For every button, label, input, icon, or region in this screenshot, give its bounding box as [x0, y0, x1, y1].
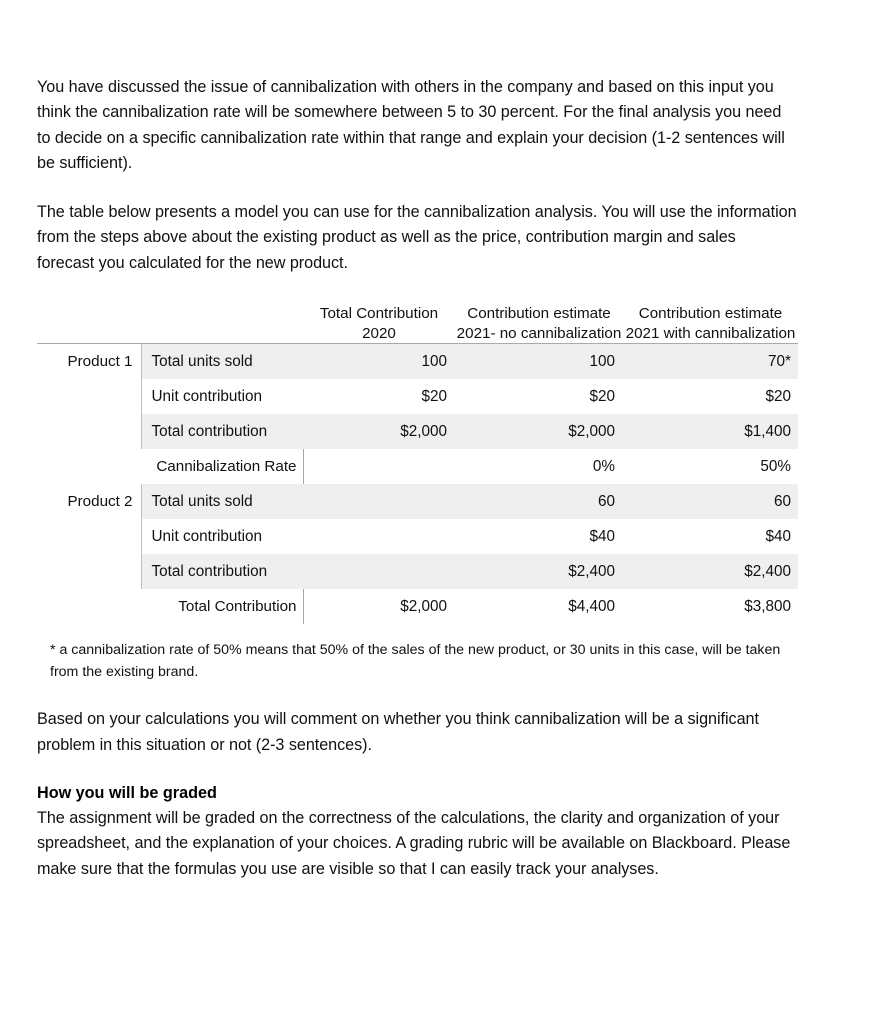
paragraph-comment-instruction: Based on your calculations you will comment on whether you think cannibalization will be a significant problem in this situation or not (2-3 sentences).: [37, 710, 759, 754]
row-value-col3: $3,800: [744, 597, 791, 615]
row-value-col3: $2,400: [623, 554, 798, 589]
row-group-label: [37, 554, 141, 589]
row-group-label: Product 2: [67, 493, 133, 511]
row-value-col2: $4,400: [568, 597, 615, 615]
row-value-col2: $20: [589, 387, 615, 405]
row-group-label: [37, 414, 141, 449]
row-value-col1: [303, 519, 455, 554]
row-value-col1: $20: [421, 387, 447, 405]
row-value-col3: 50%: [760, 457, 791, 475]
header-total-contribution-2020: Total Contribution 2020: [319, 305, 439, 342]
row-group-label: [37, 379, 141, 414]
row-value-col3: $1,400: [623, 414, 798, 449]
cannibalization-analysis-table: [37, 304, 798, 624]
header-contribution-estimate-no-cannibalization: Contribution estimate 2021- no cannibalization: [456, 305, 622, 342]
table-footnote: * a cannibalization rate of 50% means that 50% of the sales of the new product, or 30 units in this case, will be taken from the existing brand.: [50, 642, 781, 680]
paragraph-table-intro: The table below presents a model you can use for the cannibalization analysis. You will use the information from the steps above about the existing product as well as the price, contribution margin and sales forecast you calculated for the new product.: [37, 203, 797, 272]
row-value-col2: $2,400: [455, 554, 623, 589]
row-item-label: Cannibalization Rate: [141, 449, 303, 484]
table-row: [37, 379, 798, 414]
row-item-label: Total units sold: [141, 484, 303, 519]
row-item-label: Total contribution: [141, 414, 303, 449]
table-row: [37, 449, 798, 484]
row-group-label: [37, 449, 141, 484]
row-value-col3: $20: [765, 387, 791, 405]
row-value-col2: 100: [455, 344, 623, 380]
row-item-label: Total contribution: [141, 554, 303, 589]
row-value-col3: 70*: [623, 344, 798, 380]
table-header: [37, 304, 798, 344]
header-blank-product: [37, 304, 141, 344]
table-row: [37, 554, 798, 589]
spacer: [37, 758, 797, 781]
row-value-col1: $2,000: [303, 414, 455, 449]
table-row: [37, 484, 798, 519]
header-contribution-estimate-with-cannibalization: Contribution estimate 2021 with cannibalization: [625, 305, 796, 342]
row-value-col2: 0%: [592, 457, 615, 475]
table-body: [37, 344, 798, 625]
row-group-label: [37, 519, 141, 554]
header-blank-item: [141, 304, 303, 344]
table-header-row: [37, 304, 798, 344]
row-value-col1: [303, 484, 455, 519]
row-value-col1: [303, 449, 455, 484]
row-group-label: [37, 589, 141, 624]
row-value-col3: 60: [623, 484, 798, 519]
row-value-col1: $2,000: [400, 597, 447, 615]
table-row: [37, 519, 798, 554]
row-value-col2: $2,000: [455, 414, 623, 449]
spacer: [37, 276, 797, 304]
row-value-col2: $40: [589, 527, 615, 545]
document-content: [37, 75, 797, 882]
grading-section-body: The assignment will be graded on the correctness of the calculations, the clarity and organization of your spreadsheet, and the explanation of your choices. A grading rubric will be available on Blackboard. Please make sure that the formulas you use are visible so that I can easily track your analyses.: [37, 809, 791, 878]
grading-section-heading: How you will be graded: [37, 783, 217, 802]
table-row-total: [37, 589, 798, 624]
row-value-col3: $40: [765, 527, 791, 545]
table-row: [37, 414, 798, 449]
row-value-col2: 60: [455, 484, 623, 519]
row-group-label: Product 1: [37, 344, 141, 380]
row-value-col1: [303, 554, 455, 589]
row-value-col1: 100: [303, 344, 455, 380]
table-row: [37, 344, 798, 380]
row-item-label: Total units sold: [141, 344, 303, 380]
row-item-label: Unit contribution: [141, 519, 303, 554]
spacer: [37, 624, 797, 640]
row-item-label: Unit contribution: [141, 379, 303, 414]
row-item-label: Total Contribution: [141, 589, 303, 624]
paragraph-cannibalization-rate-intro: You have discussed the issue of cannibalization with others in the company and based on this input you think the cannibalization rate will be somewhere between 5 to 30 percent. For the final analysis you need to decide on a specific cannibalization rate within that range and explain your decision (1-2 sentences will be sufficient).: [37, 78, 785, 172]
spacer: [37, 683, 797, 707]
spacer: [37, 176, 797, 200]
